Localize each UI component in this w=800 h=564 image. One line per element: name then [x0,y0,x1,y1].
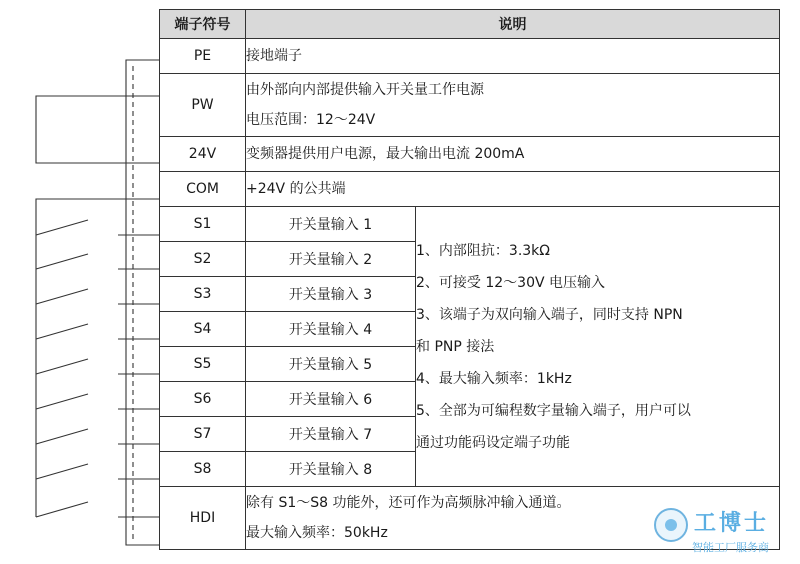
symbol-cell: S6 [160,382,246,417]
description-line: 由外部向内部提供输入开关量工作电源 [246,82,484,98]
pe-ground-line [126,60,159,545]
input-label-cell: 开关量输入 1 [246,207,416,242]
symbol-cell: S2 [160,242,246,277]
note-line: 2、可接受 12～30V 电压输入 [416,274,606,291]
description-cell [246,137,780,172]
input-notes-cell [416,207,780,487]
symbol-cell: S8 [160,452,246,487]
watermark-logo [654,506,799,562]
note-line: 通过功能码设定端子功能 [416,434,570,451]
symbol-cell: S5 [160,347,246,382]
symbol-cell: PW [160,74,246,137]
description-line: +24V 的公共端 [246,181,346,197]
watermark-brand: 工博士 [694,510,770,536]
table-row-pe [160,39,780,74]
note-line: 1、内部阻抗：3.3kΩ [416,242,550,259]
pw-24v-jumper [36,96,159,163]
input-switches [36,220,159,517]
description-line: 变频器提供用户电源，最大输出电流 200mA [246,146,525,162]
input-label-cell: 开关量输入 7 [246,417,416,452]
description-line: 接地端子 [246,48,302,64]
description-line: 电压范围：12～24V [246,112,376,128]
table-row-24v [160,137,780,172]
wiring-diagram [0,0,160,564]
description-line: 最大输入频率：50kHz [246,525,388,541]
terminal-table [159,9,780,550]
note-line: 5、全部为可编程数字量输入端子，用户可以 [416,402,691,419]
description-cell [246,39,780,74]
table-row-pw [160,74,780,137]
symbol-cell: 24V [160,137,246,172]
description-cell [246,172,780,207]
note-line: 和 PNP 接法 [416,338,495,355]
symbol-cell: HDI [160,487,246,550]
table-row-com [160,172,780,207]
header-description: 说明 [246,10,780,39]
input-label-cell: 开关量输入 2 [246,242,416,277]
input-label-cell: 开关量输入 4 [246,312,416,347]
note-line: 3、该端子为双向输入端子，同时支持 NPN [416,306,683,323]
note-line: 4、最大输入频率：1kHz [416,370,572,387]
symbol-cell: COM [160,172,246,207]
header-symbol: 端子符号 [160,10,246,39]
input-label-cell: 开关量输入 6 [246,382,416,417]
symbol-cell: S1 [160,207,246,242]
symbol-cell: S4 [160,312,246,347]
table-header-row [160,10,780,39]
mascot-icon [654,508,688,542]
com-common-bus [36,199,159,517]
description-cell [246,74,780,137]
symbol-cell: S7 [160,417,246,452]
watermark-tagline: 智能工厂服务商 [692,541,769,554]
table-row-s1 [160,207,780,242]
input-label-cell: 开关量输入 8 [246,452,416,487]
description-line: 除有 S1～S8 功能外，还可作为高频脉冲输入通道。 [246,495,571,511]
symbol-cell: PE [160,39,246,74]
input-label-cell: 开关量输入 5 [246,347,416,382]
input-label-cell: 开关量输入 3 [246,277,416,312]
symbol-cell: S3 [160,277,246,312]
